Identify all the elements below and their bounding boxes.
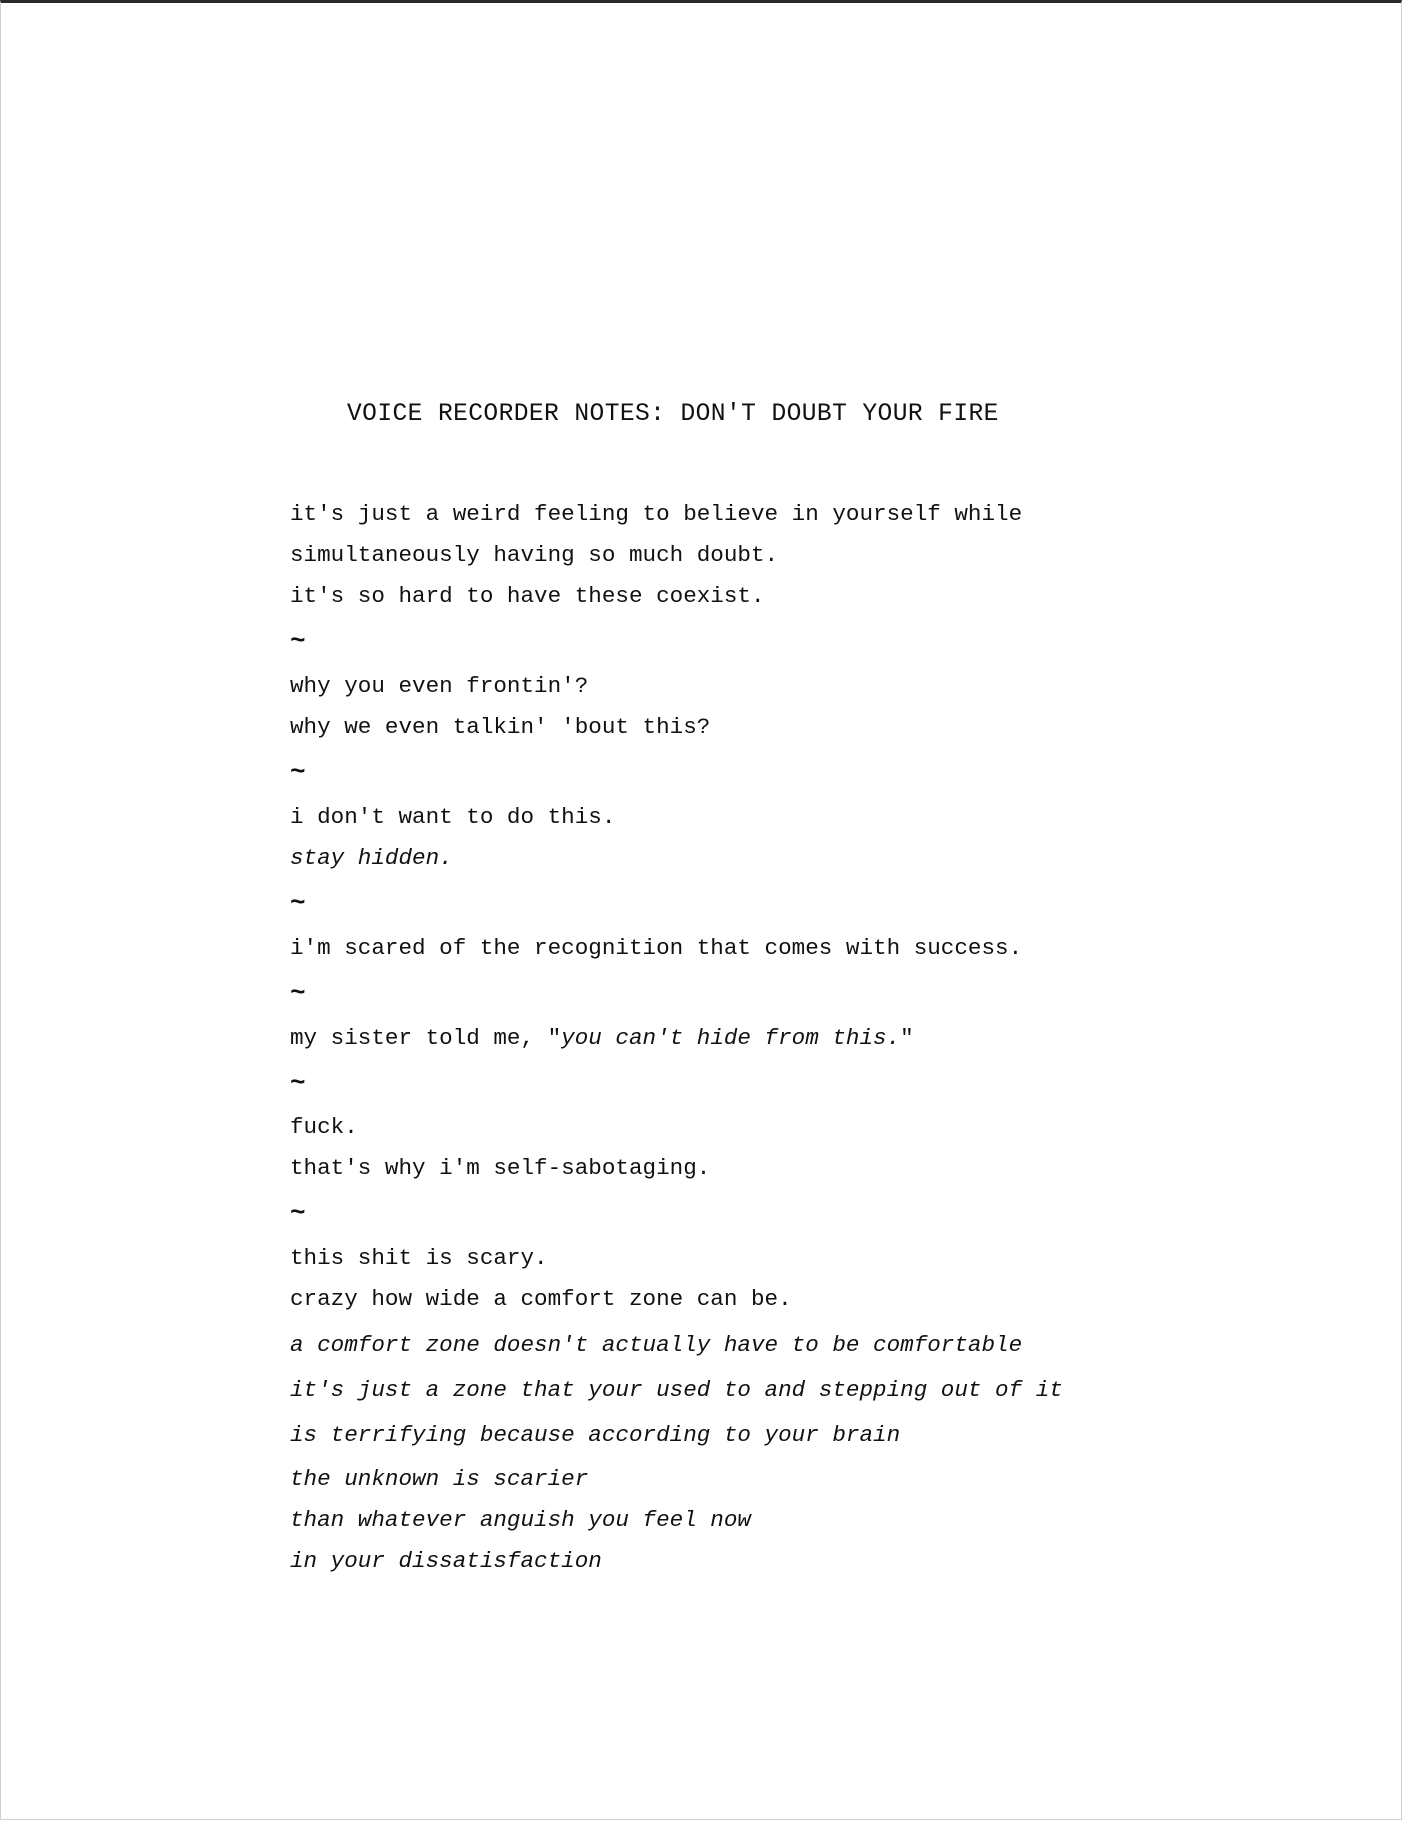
italic-text-line: it's just a zone that your used to and stepping out of it [290,1377,1063,1403]
section-separator: ~ [290,626,306,656]
italic-text-line: than whatever anguish you feel now [290,1507,751,1533]
text-line: it's so hard to have these coexist. [290,583,765,609]
text-line: that's why i'm self-sabotaging. [290,1155,711,1181]
text-line: this shit is scary. [290,1245,548,1271]
text-line: why you even frontin'? [290,673,589,699]
text-line: simultaneously having so much doubt. [290,542,779,568]
italic-text-line: is terrifying because according to your brain [290,1422,901,1448]
italic-text-line: the unknown is scarier [290,1466,589,1492]
quote-text: you can't hide from this. [561,1025,901,1051]
section-separator: ~ [290,757,306,787]
text-line: it's just a weird feeling to believe in yourself while [290,501,1023,527]
text-line: fuck. [290,1114,358,1140]
section-separator: ~ [290,978,306,1008]
text-line: i don't want to do this. [290,804,616,830]
quote-line [290,1024,914,1052]
italic-text-line: in your dissatisfaction [290,1548,602,1574]
quote-suffix: " [900,1025,914,1051]
section-separator: ~ [290,888,306,918]
text-line: why we even talkin' 'bout this? [290,714,711,740]
section-separator: ~ [290,1198,306,1228]
text-line: i'm scared of the recognition that comes with success. [290,935,1023,961]
page-title: VOICE RECORDER NOTES: DON'T DOUBT YOUR FIRE [347,401,999,428]
italic-text-line: a comfort zone doesn't actually have to be comfortable [290,1332,1023,1358]
text-line: crazy how wide a comfort zone can be. [290,1286,792,1312]
quote-prefix: my sister told me, " [290,1025,562,1051]
section-separator: ~ [290,1068,306,1098]
italic-text-line: stay hidden. [290,845,453,871]
